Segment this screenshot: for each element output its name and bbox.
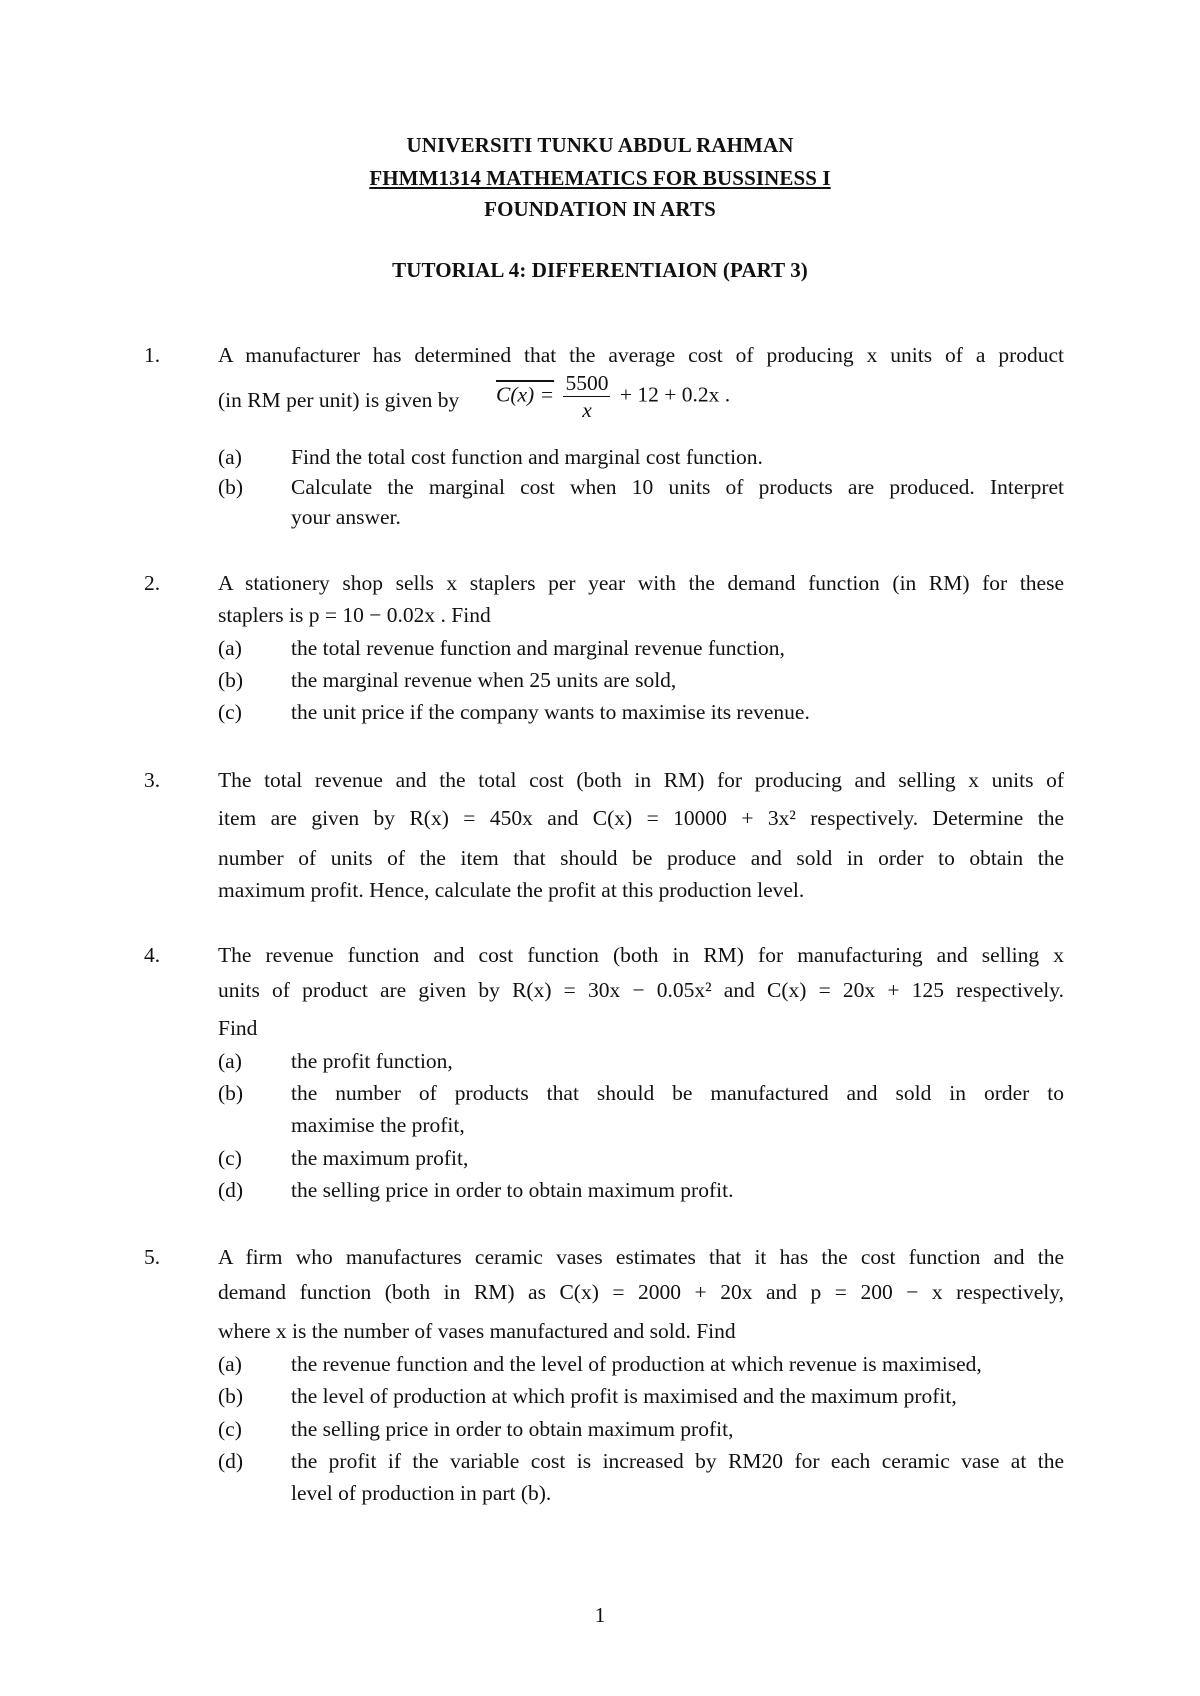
question-4b-line-1: the number of products that should be manufactured and sold in order to — [291, 1081, 1064, 1105]
question-1a-label: (a) — [218, 445, 242, 469]
question-5d-line-1: the profit if the variable cost is increased by RM20 for each ceramic vase at the — [291, 1449, 1064, 1473]
question-5-line-2: demand function (both in RM) as C(x) = 2000 + 20x and p = 200 − x respectively, — [218, 1280, 1064, 1304]
question-2-number: 2. — [144, 571, 161, 595]
question-1b-label: (b) — [218, 475, 244, 499]
programme-title: FOUNDATION IN ARTS — [484, 197, 716, 221]
question-5d-label: (d) — [218, 1449, 244, 1473]
question-5-number: 5. — [144, 1245, 161, 1269]
question-3-line-3: number of units of the item that should be produce and sold in order to obtain the — [218, 846, 1064, 870]
formula-denominator: x — [582, 398, 592, 422]
question-1-line-1: A manufacturer has determined that the average cost of producing x units of a product — [218, 343, 1064, 367]
question-4d-text: the selling price in order to obtain maximum profit. — [291, 1178, 734, 1202]
question-2b-label: (b) — [218, 668, 244, 692]
question-5c-label: (c) — [218, 1417, 242, 1441]
question-3-line-2: item are given by R(x) = 450x and C(x) = 10000 + 3x² respectively. Determine the — [218, 806, 1064, 830]
question-5d-line-2: level of production in part (b). — [291, 1481, 552, 1505]
question-1-line-2-text: (in RM per unit) is given by — [218, 388, 460, 412]
question-1-line-2 — [218, 385, 459, 415]
question-2b-text: the marginal revenue when 25 units are sold, — [291, 668, 677, 692]
question-3-line-4: maximum profit. Hence, calculate the profit at this production level. — [218, 878, 805, 902]
question-5c-text: the selling price in order to obtain maximum profit, — [291, 1417, 734, 1441]
question-5-line-3: where x is the number of vases manufactured and sold. Find — [218, 1319, 736, 1343]
question-2a-text: the total revenue function and marginal revenue function, — [291, 636, 785, 660]
question-1a-text: Find the total cost function and marginal cost function. — [291, 445, 763, 469]
question-4a-text: the profit function, — [291, 1049, 453, 1073]
formula-lhs: C(x) = — [496, 382, 555, 407]
question-5-line-1: A firm who manufactures ceramic vases estimates that it has the cost function and the — [218, 1245, 1064, 1269]
course-title: FHMM1314 MATHEMATICS FOR BUSSINESS I — [369, 166, 831, 190]
question-4b-line-2: maximise the profit, — [291, 1113, 465, 1137]
formula-numerator: 5500 — [565, 371, 609, 395]
question-5b-label: (b) — [218, 1384, 244, 1408]
question-4b-label: (b) — [218, 1081, 244, 1105]
question-1-number: 1. — [144, 343, 161, 367]
question-4-line-3: Find — [218, 1016, 258, 1040]
tutorial-title: TUTORIAL 4: DIFFERENTIAION (PART 3) — [392, 258, 808, 282]
question-4-number: 4. — [144, 943, 161, 967]
question-2c-label: (c) — [218, 700, 242, 724]
average-cost-formula — [496, 370, 730, 423]
page-number: 1 — [594, 1603, 606, 1627]
question-3-line-1: The total revenue and the total cost (both in RM) for producing and selling x units of — [218, 768, 1064, 792]
question-3-number: 3. — [144, 768, 161, 792]
question-4a-label: (a) — [218, 1049, 242, 1073]
question-4d-label: (d) — [218, 1178, 244, 1202]
university-title: UNIVERSITI TUNKU ABDUL RAHMAN — [406, 133, 794, 157]
question-2-line-1: A stationery shop sells x staplers per year with the demand function (in RM) for these — [218, 571, 1064, 595]
formula-fraction — [563, 370, 610, 423]
question-2-line-2: staplers is p = 10 − 0.02x . Find — [218, 603, 491, 627]
question-4-line-2: units of product are given by R(x) = 30x − 0.05x² and C(x) = 20x + 125 respectively. — [218, 978, 1064, 1002]
question-5b-text: the level of production at which profit is maximised and the maximum profit, — [291, 1384, 957, 1408]
question-2a-label: (a) — [218, 636, 242, 660]
question-1b-line-1: Calculate the marginal cost when 10 units of products are produced. Interpret — [291, 475, 1064, 499]
question-1b-line-2: your answer. — [291, 505, 401, 529]
question-4c-label: (c) — [218, 1146, 242, 1170]
question-4c-text: the maximum profit, — [291, 1146, 469, 1170]
question-5a-label: (a) — [218, 1352, 242, 1376]
question-5a-text: the revenue function and the level of production at which revenue is maximised, — [291, 1352, 982, 1376]
question-2c-text: the unit price if the company wants to maximise its revenue. — [291, 700, 810, 724]
question-4-line-1: The revenue function and cost function (both in RM) for manufacturing and selling x — [218, 943, 1064, 967]
formula-rest: + 12 + 0.2x . — [619, 382, 731, 407]
